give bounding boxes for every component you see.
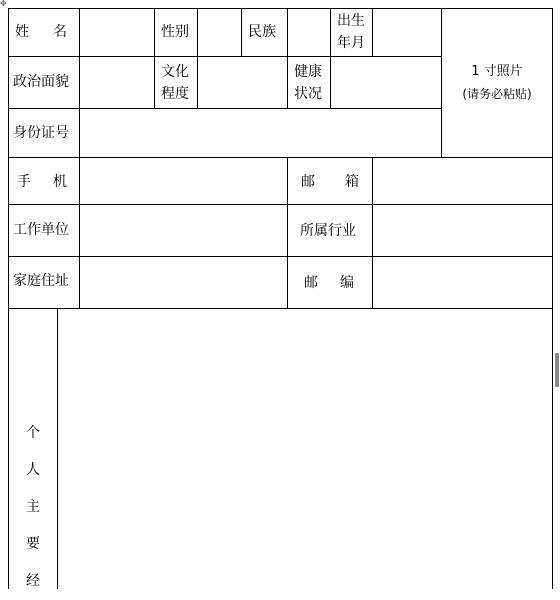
work-unit-label: 工作单位: [13, 222, 69, 238]
gender-field[interactable]: [198, 9, 241, 56]
politics-field[interactable]: [80, 57, 154, 108]
contact-divider-a: [287, 157, 288, 308]
education-field[interactable]: [198, 57, 287, 108]
ethnicity-label: 民族: [248, 24, 276, 40]
address-field[interactable]: [80, 257, 287, 308]
experience-label: [9, 415, 57, 600]
email-field[interactable]: [373, 158, 552, 204]
row1-divider-c: [241, 8, 242, 56]
birth-field[interactable]: [373, 9, 441, 56]
photo-label: 1 寸照片: [471, 64, 523, 79]
experience-char: 个: [26, 425, 40, 441]
experience-char: 人: [26, 462, 40, 478]
phone-label: 手 机: [17, 174, 67, 190]
industry-field[interactable]: [373, 205, 552, 256]
politics-label: 政治面貌: [13, 74, 69, 90]
experience-char: 经: [26, 573, 40, 589]
address-label: 家庭住址: [13, 273, 69, 289]
photo-note: (请务必粘贴): [462, 87, 532, 101]
row1-divider-a: [154, 8, 155, 108]
table-border-right: [552, 8, 553, 589]
postcode-label: 邮 编: [304, 275, 354, 291]
health-field[interactable]: [331, 57, 441, 108]
health-label-line1: 健康: [294, 64, 322, 80]
health-label: [294, 61, 322, 105]
education-label-line2: 程度: [161, 86, 189, 102]
name-field[interactable]: [80, 9, 154, 56]
email-label: 邮 箱: [301, 174, 359, 190]
name-label: 姓 名: [15, 24, 67, 40]
education-label: [161, 61, 189, 105]
birth-label-line2: 年月: [337, 35, 365, 51]
id-number-label: 身份证号: [13, 125, 69, 141]
experience-char: 要: [26, 536, 40, 552]
photo-placeholder[interactable]: [442, 9, 552, 157]
work-unit-field[interactable]: [80, 205, 287, 256]
ethnicity-field[interactable]: [288, 9, 330, 56]
phone-field[interactable]: [80, 158, 287, 204]
industry-label: 所属行业: [300, 223, 356, 239]
experience-field[interactable]: [58, 309, 552, 589]
birth-label-line1: 出生: [337, 13, 365, 29]
education-label-line1: 文化: [161, 64, 189, 80]
experience-char: 主: [26, 499, 40, 515]
gender-label: 性别: [161, 24, 189, 40]
scrollbar-handle[interactable]: [555, 353, 559, 387]
id-number-field[interactable]: [80, 109, 441, 157]
table-move-handle-icon[interactable]: ✥: [0, 0, 7, 8]
postcode-field[interactable]: [373, 257, 552, 308]
health-label-line2: 状况: [294, 86, 322, 102]
birth-label: [337, 10, 365, 54]
